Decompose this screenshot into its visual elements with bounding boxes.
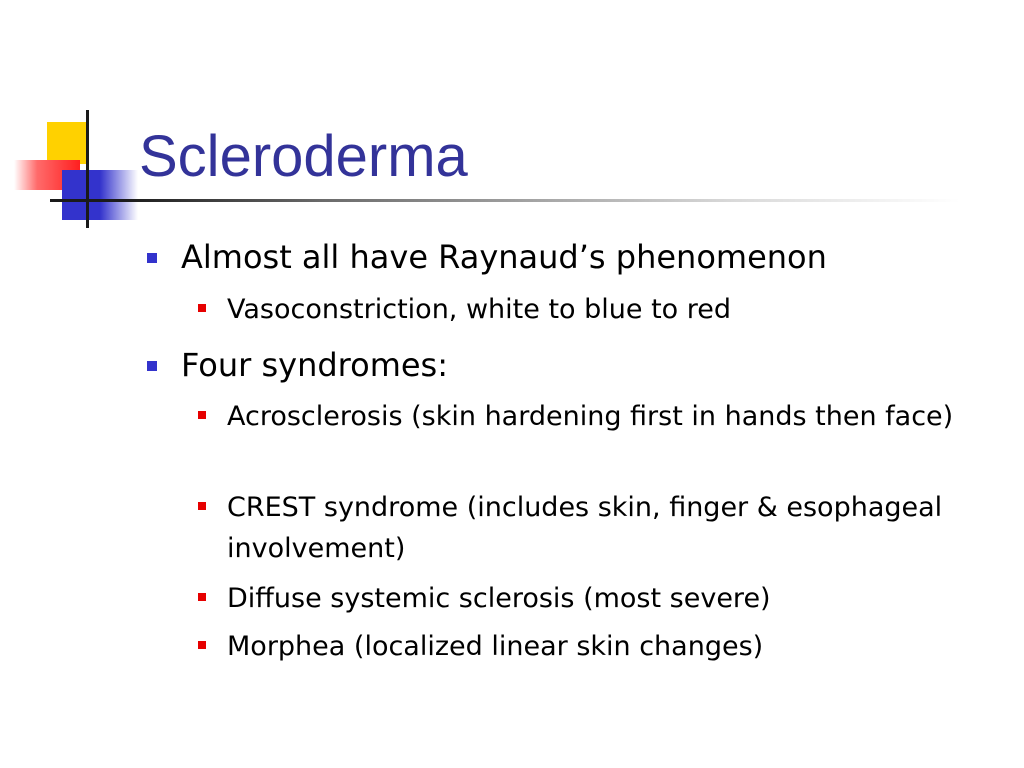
sub-bullet-item	[227, 578, 977, 619]
square-bullet-icon	[147, 361, 157, 371]
bullet-item	[181, 345, 448, 385]
title-underline-divider	[50, 199, 960, 202]
bullet-text: Almost all have Raynaud’s phenomenon	[181, 238, 827, 276]
sub-bullet-text: Vasoconstriction, white to blue to red	[227, 294, 732, 325]
sub-bullet-text: Diffuse systemic sclerosis (most severe)	[227, 583, 771, 614]
sub-bullet-text: Acrosclerosis (skin hardening first in hands then face)	[227, 401, 954, 432]
square-bullet-icon	[147, 253, 157, 263]
sub-bullet-text: CREST syndrome (includes skin, finger & esophageal involvement)	[227, 492, 943, 564]
square-bullet-icon	[198, 411, 206, 419]
square-bullet-icon	[198, 502, 206, 510]
sub-bullet-item	[227, 487, 977, 569]
decorative-yellow-square	[47, 122, 87, 164]
decorative-blue-square	[62, 170, 138, 220]
sub-bullet-item	[227, 396, 977, 437]
sub-bullet-item	[227, 626, 977, 667]
square-bullet-icon	[198, 593, 206, 601]
slide-title: Scleroderma	[139, 124, 468, 189]
bullet-text: Four syndromes:	[181, 346, 448, 384]
decorative-vertical-line	[86, 110, 89, 228]
square-bullet-icon	[198, 304, 206, 312]
bullet-item	[181, 237, 827, 277]
sub-bullet-item	[227, 289, 977, 330]
square-bullet-icon	[198, 641, 206, 649]
sub-bullet-text: Morphea (localized linear skin changes)	[227, 631, 764, 662]
